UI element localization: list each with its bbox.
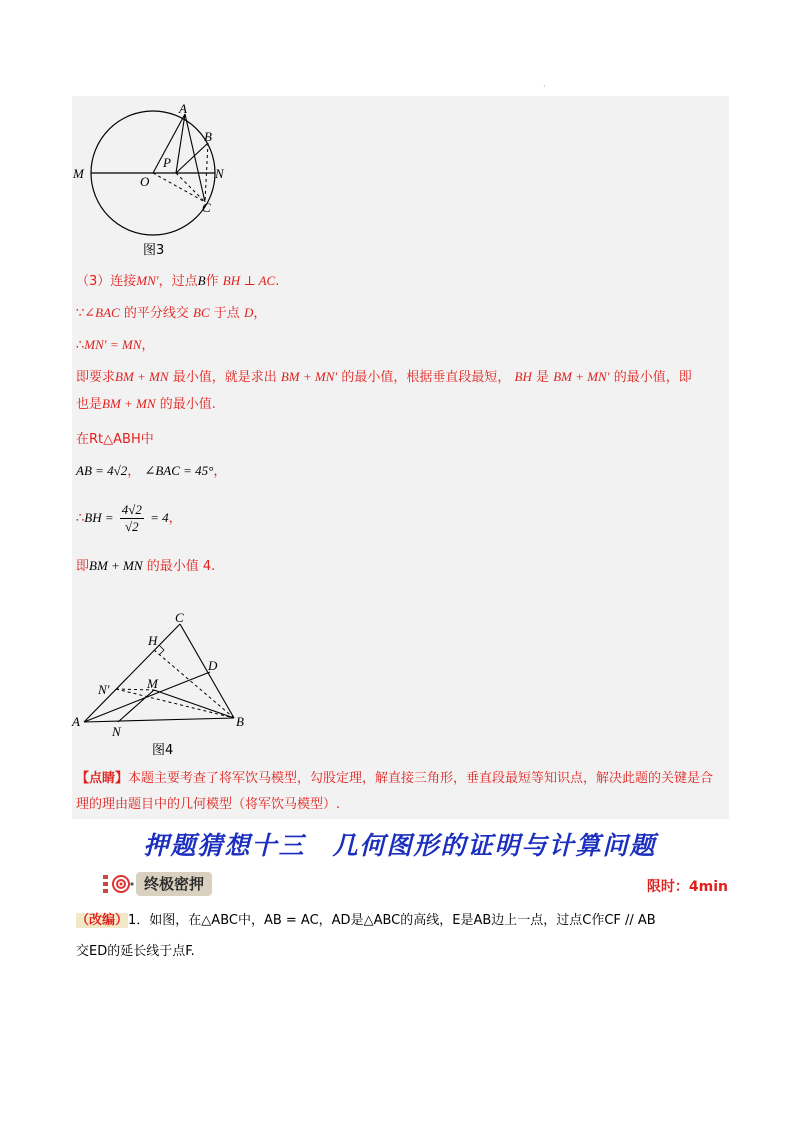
bh-prefix: ∴ [76, 511, 85, 526]
bh-end: ， [168, 511, 182, 526]
step-3-line [76, 272, 279, 291]
para-part-6: BH [514, 369, 532, 384]
bh-fraction [120, 502, 144, 535]
point-A-label-fig4: A [72, 714, 80, 729]
question-line-2: 交ED的延长线于点F. [76, 944, 195, 959]
point-C-label-fig4: C [175, 610, 184, 625]
step-3-prefix: （3）连接 [76, 274, 137, 289]
because-end: ， [253, 306, 267, 321]
point-N-label-fig4: N [112, 724, 121, 739]
point-C-label: C [202, 200, 211, 215]
para-part-11: BM + MN [102, 396, 156, 411]
question-line-1 [76, 912, 656, 930]
step-3-verb: 作 [205, 274, 219, 289]
para-part-9: 的最小值，即 [613, 370, 692, 385]
therefore-symbol: ∴ [76, 338, 85, 353]
answer-line [76, 557, 215, 576]
page-mark: · [543, 82, 546, 91]
question-number: 1． [128, 913, 150, 928]
para-part-3: 最小值，就是求出 [172, 370, 277, 385]
ab-separator: ， [127, 464, 141, 479]
because-line [76, 304, 266, 323]
section-title: 押题猜想十三 几何图形的证明与计算问题 [143, 831, 657, 860]
question-text-1: 如图，在△ABC中，AB = AC，AD是△ABC的高线，E是AB边上一点，过点C作CF // AB [149, 913, 656, 928]
figure-3-caption: 图3 [143, 243, 165, 258]
figure-4 [70, 610, 260, 740]
comment-tag: 【点睛】 [76, 771, 129, 786]
reasoning-paragraph [76, 364, 726, 418]
point-B-label-fig4: B [236, 714, 244, 729]
angle-end: ， [213, 464, 227, 479]
bh-denominator: √2 [125, 519, 139, 534]
figure-3 [70, 104, 240, 254]
para-part-7: 是 [536, 370, 550, 385]
step-3-perpendicular: BH ⊥ AC [222, 273, 276, 288]
given-values-line [76, 462, 226, 481]
question-tag: （改编） [76, 913, 129, 928]
point-M-label-fig4: M [147, 676, 158, 691]
time-limit: 限时：4min [646, 879, 728, 895]
therefore-equation: MN′ = MN [84, 337, 142, 352]
ab-equation: AB = 4√2 [76, 463, 128, 478]
target-icon [102, 872, 134, 896]
point-B-label: B [204, 129, 212, 144]
point-M-label: M [73, 166, 84, 181]
point-N-label: N [215, 166, 224, 181]
angle-equation: ∠BAC = 45° [144, 463, 214, 478]
para-part-12: 的最小值. [159, 397, 216, 412]
bh-lhs: BH = [84, 510, 114, 525]
step-3-mid: ，过点 [158, 274, 198, 289]
therefore-line-1 [76, 336, 154, 355]
point-D-label: D [208, 658, 218, 673]
because-angle: ∠BAC [84, 305, 120, 320]
point-O-label: O [140, 174, 150, 189]
therefore-end: ， [141, 338, 155, 353]
step-3-segment: MN′ [136, 273, 159, 288]
section-badge: 终极密押 [136, 872, 212, 896]
bh-calc-line [76, 500, 182, 537]
step-3-end: . [275, 274, 280, 289]
because-text-1: 的平分线交 [123, 306, 189, 321]
answer-value: 的最小值 4. [146, 559, 216, 574]
comment-text: 本题主要考查了将军饮马模型，勾股定理，解直接三角形，垂直段最短等知识点，解决此题的关键是合理的理由题目中的几何模型（将军饮马模型）. [76, 771, 714, 812]
para-part-1: 即要求 [76, 370, 116, 385]
bh-numerator: 4√2 [121, 502, 142, 517]
because-symbol: ∵ [76, 306, 85, 321]
para-part-10: 也是 [76, 397, 103, 412]
step-3-point-b: B [197, 273, 206, 288]
because-d: D [243, 305, 254, 320]
because-bc: BC [193, 305, 210, 320]
rt-triangle-line: 在Rt△ABH中 [76, 432, 154, 447]
para-part-8: BM + MN′ [553, 369, 610, 384]
answer-prefix: 即 [76, 559, 90, 574]
figure-4-caption: 图4 [152, 743, 174, 758]
para-part-5: 的最小值，根据垂直段最短， [341, 370, 511, 385]
bh-rhs: = 4 [150, 510, 169, 525]
because-text-2: 于点 [213, 306, 240, 321]
answer-expression: BM + MN [89, 558, 143, 573]
point-P-label: P [163, 155, 171, 170]
para-part-4: BM + MN′ [280, 369, 338, 384]
point-N-prime-label: N′ [98, 682, 110, 697]
point-A-label: A [179, 104, 187, 116]
point-H-label: H [148, 633, 158, 648]
comment-paragraph [76, 766, 726, 818]
para-part-2: BM + MN [115, 369, 169, 384]
